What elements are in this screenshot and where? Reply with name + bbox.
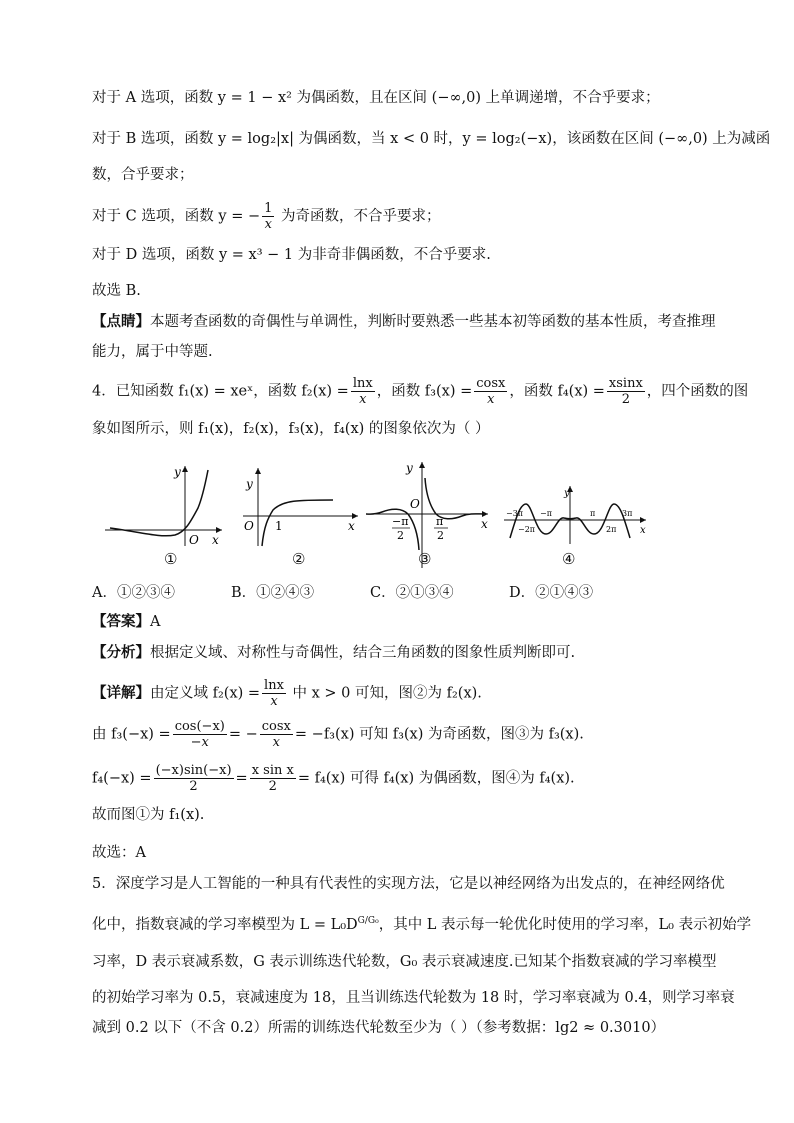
option-a[interactable] (92, 581, 175, 602)
tick-label: −3π (506, 509, 524, 518)
option-b[interactable] (231, 581, 314, 602)
text-line: 象如图所示，则 f₁(x)，f₂(x)，f₃(x)，f₄(x) 的图象依次为（ ） (92, 421, 490, 437)
figure-label: ④ (562, 550, 576, 568)
fraction (260, 719, 293, 750)
graph-4 (502, 458, 650, 548)
option-c[interactable] (370, 581, 454, 602)
fraction-denominator: 2 (189, 779, 198, 794)
text-segment: = (235, 770, 248, 787)
text-line: 故选 B. (92, 283, 141, 299)
tick-label: −π (540, 509, 552, 518)
text-segment: 对于 C 选项，函数 y = − (92, 208, 261, 225)
fraction (173, 719, 227, 750)
analysis-text: 根据定义域、对称性与奇偶性，结合三角函数的图象性质判断即可. (150, 645, 576, 661)
axis-label-x: x (481, 517, 488, 531)
tick-label: π (436, 515, 444, 528)
exponent: G/G₀ (357, 916, 379, 926)
answer-value: A (150, 614, 161, 630)
analysis-line (92, 643, 575, 663)
answer-label: 【答案】 (92, 613, 150, 630)
fraction-denominator: x (487, 392, 495, 407)
text-segment: ，其中 L 表示每一轮优化时使用的学习率，L₀ 表示初始学 (378, 916, 752, 933)
hint-label: 【点睛】 (92, 313, 150, 330)
hint-line (92, 312, 716, 332)
answer-line (92, 612, 160, 632)
axis-label-y: y (174, 465, 181, 479)
origin-label: O (244, 519, 254, 533)
option-letter: A． (92, 585, 117, 601)
fraction-numerator: cosx (476, 376, 506, 391)
text-segment: 化中，指数衰减的学习率模型为 L = L₀D (92, 916, 358, 933)
text-segment: = − (228, 726, 258, 743)
text-segment: = −f₃(x) 可知 f₃(x) 为奇函数，图③为 f₃(x). (294, 726, 584, 743)
axis-label-x: x (212, 533, 219, 547)
fraction-numerator: lnx (264, 678, 284, 693)
question-4-line (92, 376, 748, 407)
axis-label-x: x (348, 519, 355, 533)
text-segment: 4．已知函数 f₁(x) = xeˣ，函数 f₂(x) = (92, 383, 349, 400)
text-segment: 中 x > 0 可知，图②为 f₂(x). (287, 685, 482, 702)
text-segment: ，四个函数的图 (646, 383, 749, 400)
text-segment: f₄(−x) = (92, 770, 152, 787)
detail-line-2 (92, 719, 584, 750)
detail-label: 【详解】 (92, 684, 150, 702)
axis-label-y: y (406, 461, 413, 475)
text-line: 5．深度学习是人工智能的一种具有代表性的实现方法，它是以神经网络为出发点的，在神经网络优 (92, 876, 725, 892)
question-5-line-2 (92, 911, 751, 935)
text-line: 习率，D 表示衰减系数，G 表示训练迭代轮数，G₀ 表示衰减速度.已知某个指数衰减的学习率模型 (92, 954, 717, 970)
origin-label: O (189, 533, 199, 547)
text-line: 故而图①为 f₁(x). (92, 807, 205, 823)
fraction-denominator: x (270, 694, 278, 709)
tick-label: 1 (275, 519, 283, 533)
tick-label: 2π (606, 525, 617, 534)
fraction-denominator: x (272, 735, 281, 750)
option-letter: B． (231, 585, 257, 601)
fraction-denominator: −x (190, 735, 209, 750)
option-text: ②①④③ (535, 585, 594, 601)
text-segment: = f₄(x) 可得 f₄(x) 为偶函数，图④为 f₄(x). (297, 770, 575, 787)
option-letter: D． (509, 585, 536, 601)
analysis-label: 【分析】 (92, 644, 150, 661)
text-line: 能力，属于中等题. (92, 344, 213, 360)
tick-label: −π (392, 515, 409, 528)
fraction-denominator: x (264, 217, 272, 232)
text-segment: 由定义域 f₂(x) = (150, 685, 261, 702)
text-line: 对于 B 选项，函数 y = log₂|x| 为偶函数，当 x < 0 时，y = log₂(−x)，该函数在区间 (−∞,0) 上为减函 (92, 131, 771, 147)
fraction (262, 678, 286, 709)
tick-label: 2 (437, 529, 444, 542)
text-line: 故选：A (92, 845, 146, 861)
fraction (351, 376, 375, 407)
fraction-numerator: cos(−x) (174, 719, 225, 734)
fraction (262, 201, 274, 232)
text-line: 对于 D 选项，函数 y = x³ − 1 为非奇非偶函数，不合乎要求. (92, 247, 491, 263)
figure-label: ② (292, 550, 306, 568)
detail-line-3 (92, 763, 575, 794)
option-text: ②①③④ (395, 585, 454, 601)
text-segment: ，函数 f₄(x) = (509, 383, 605, 400)
axis-label-y: y (246, 477, 253, 491)
fraction-numerator: lnx (352, 376, 373, 391)
text-segment: ，函数 f₃(x) = (376, 383, 473, 400)
detail-line-1 (92, 678, 482, 709)
text-line: 对于 A 选项，函数 y = 1 − x² 为偶函数，且在区间 (−∞,0) 上单调递增，不合乎要求； (92, 90, 660, 106)
graph-2 (238, 458, 368, 548)
text-line: 数，合乎要求； (92, 167, 194, 183)
option-d[interactable] (509, 581, 593, 602)
fraction (154, 763, 234, 794)
axis-label-y: y (564, 488, 570, 499)
option-text: ①②③④ (116, 585, 175, 601)
tick-label: 2 (397, 529, 404, 542)
option-text: ①②④③ (256, 585, 315, 601)
origin-label: O (410, 497, 420, 511)
fraction-numerator: cosx (261, 719, 291, 734)
graph-1 (100, 458, 230, 548)
fraction-numerator: 1 (264, 201, 273, 216)
option-letter: C． (370, 585, 396, 601)
tick-label: −2π (518, 525, 536, 534)
figure-label: ① (164, 550, 178, 568)
tick-label: π (590, 509, 596, 518)
figure-label: ③ (418, 550, 432, 568)
fraction-numerator: (−x)sin(−x) (155, 763, 232, 778)
fraction-denominator: 2 (621, 392, 630, 407)
text-line: 的初始学习率为 0.5，衰减速度为 18，且当训练迭代轮数为 18 时，学习率衰减为 0.4，则学习率衰 (92, 990, 735, 1006)
text-segment: 由 f₃(−x) = (92, 726, 171, 743)
fraction-denominator: x (359, 392, 367, 407)
option-c-line (92, 201, 441, 232)
tick-label: 3π (622, 509, 633, 518)
fraction-numerator: xsinx (608, 376, 643, 391)
fraction (607, 376, 645, 407)
fraction (250, 763, 296, 794)
text-segment: 本题考查函数的奇偶性与单调性，判断时要熟悉一些基本初等函数的基本性质，考查推理 (150, 314, 716, 330)
text-segment: 为奇函数，不合乎要求； (276, 208, 441, 225)
axis-label-x: x (640, 525, 646, 536)
fraction-numerator: x sin x (251, 763, 294, 778)
fraction-denominator: 2 (268, 779, 277, 794)
function-graphs (100, 458, 660, 573)
fraction (474, 376, 507, 407)
text-line: 减到 0.2 以下（不含 0.2）所需的训练迭代轮数至少为（ ）（参考数据：lg2 ≈ 0.3010） (92, 1020, 666, 1036)
